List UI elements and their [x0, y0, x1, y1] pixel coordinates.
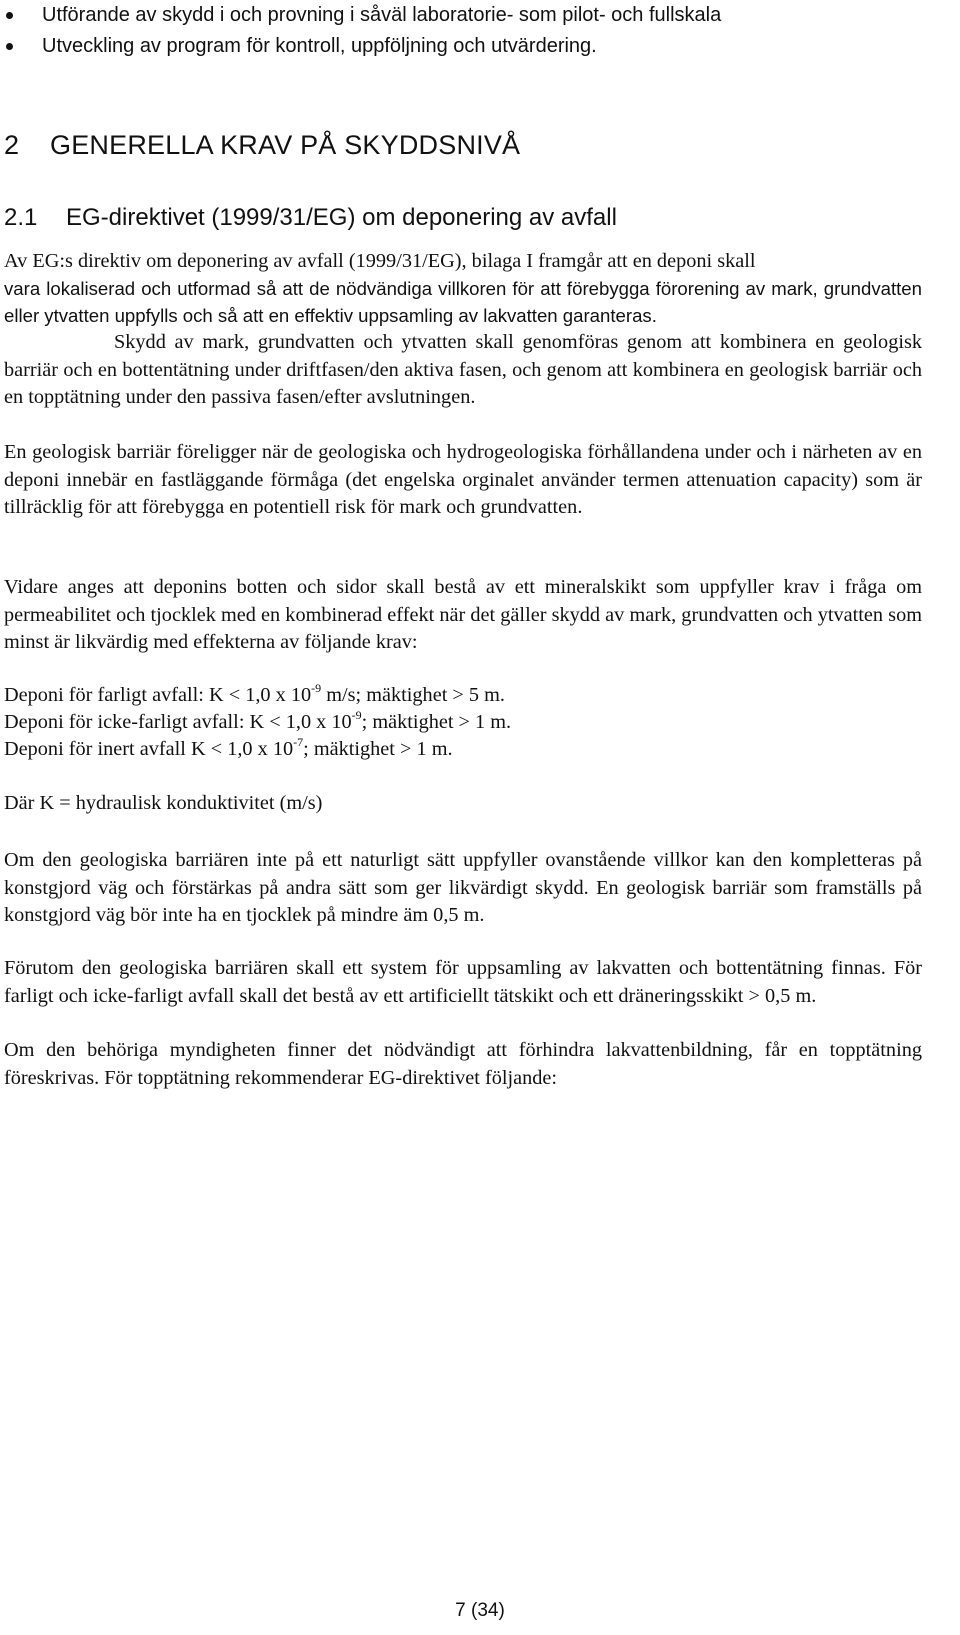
section-title: GENERELLA KRAV PÅ SKYDDSNIVÅ: [50, 130, 521, 160]
paragraph-2: En geologisk barriär föreligger när de geologiska och hydrogeologiska förhållandena under och i närheten av en deponi innebär en fastläggande förmåga (det engelska orginalet använder termen attenuation capacity) som är tillräcklig för att förebygga en potentiell risk för mark och grundvatten.: [4, 441, 922, 519]
page-number: 7 (34): [455, 1600, 505, 1621]
paragraph-1-line-1: Av EG:s direktiv om deponering av avfall (1999/31/EG), bilaga I framgår att en deponi skall: [4, 250, 756, 272]
bullet-icon: [6, 43, 13, 50]
paragraph-6: Förutom den geologiska barriären skall ett system för uppsamling av lakvatten och bottentätning finnas. För farligt och icke-farligt avfall skall det bestå av ett artificiellt tätskikt och ett dräneringsskikt > 0,5 m.: [4, 957, 922, 1007]
paragraph-1-sans: vara lokaliserad och utformad så att de nödvändiga villkoren för att förebygga förorening av mark, grundvatten eller ytvatten uppfylls och så att en effektiv uppsamling av lakvatten garanteras.: [4, 278, 922, 326]
requirement-text: Deponi för farligt avfall: K < 1,0 x 10: [4, 684, 312, 706]
bullet-icon: [6, 12, 13, 19]
bullet-text: Utförande av skydd i och provning i såväl laboratorie- som pilot- och fullskala: [42, 4, 722, 26]
requirement-1: [4, 681, 505, 707]
requirement-exponent: -9: [351, 708, 362, 722]
requirement-3: [4, 735, 453, 761]
subsection-number: 2.1: [4, 204, 38, 231]
paragraph-3: Vidare anges att deponins botten och sidor skall bestå av ett mineralskikt som uppfyller krav i fråga om permeabilitet och tjocklek med en kombinerad effekt när det gäller skydd av mark, grundvatten och ytvatten som minst är likvärdig med effekterna av följande krav:: [4, 576, 922, 654]
requirement-text: Deponi för inert avfall K < 1,0 x 10: [4, 738, 294, 760]
requirement-text: ; mäktighet > 1 m.: [361, 711, 512, 733]
requirement-exponent: -7: [293, 735, 304, 749]
requirement-text: Deponi för icke-farligt avfall: K < 1,0 x 10: [4, 711, 352, 733]
list-item: [0, 31, 960, 62]
paragraph-7: Om den behöriga myndigheten finner det nödvändigt att förhindra lakvattenbildning, får en topptätning föreskrivas. För topptätning rekommenderar EG-direktivet följande:: [4, 1039, 922, 1089]
paragraph-4: Där K = hydraulisk konduktivitet (m/s): [4, 792, 323, 814]
paragraph-5: Om den geologiska barriären inte på ett naturligt sätt uppfyller ovanstående villkor kan den kompletteras på konstgjord väg och förstärkas på andra sätt som ger likvärdigt skydd. En geologisk barriär som framställs på konstgjord väg bör inte ha en tjocklek på mindre äm 0,5 m.: [4, 849, 922, 927]
subsection-heading: [4, 204, 617, 232]
section-number: 2: [4, 130, 20, 160]
requirement-exponent: -9: [311, 681, 322, 695]
requirement-text: m/s; mäktighet > 5 m.: [321, 684, 505, 706]
requirement-2: [4, 708, 512, 734]
requirement-text: ; mäktighet > 1 m.: [303, 738, 453, 760]
bullet-text: Utveckling av program för kontroll, uppföljning och utvärdering.: [42, 35, 597, 57]
bullet-list: [0, 0, 960, 62]
subsection-title: EG-direktivet (1999/31/EG) om deponering av avfall: [66, 204, 617, 231]
list-item: [0, 0, 960, 31]
paragraph-1-tail: Skydd av mark, grundvatten och ytvatten skall genomföras genom att kombinera en geologisk barriär och en bottentätning under driftfasen/den aktiva fasen, och genom att kombinera en geologisk barriär och en topptätning under den passiva fasen/efter avslutningen.: [4, 331, 922, 409]
section-heading: [4, 130, 520, 161]
